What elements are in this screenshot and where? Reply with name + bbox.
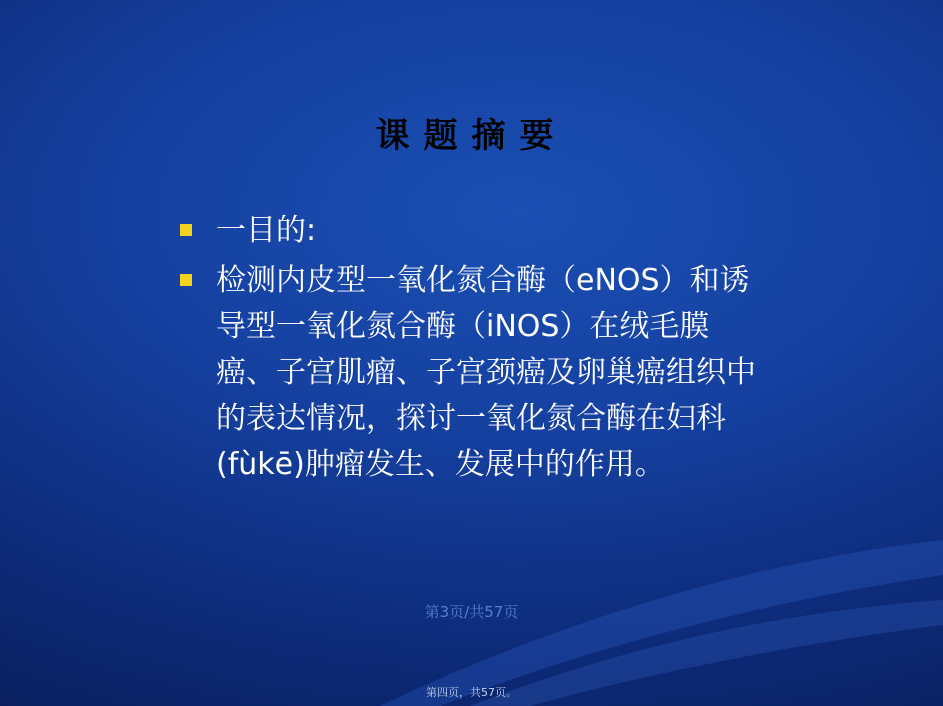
slide-title: 课题摘要 xyxy=(375,116,568,156)
bullet-item-description xyxy=(180,258,780,488)
bullet-text: 检测内皮型一氧化氮合酶（eNOS）和诱导型一氧化氮合酶（iNOS）在绒毛膜癌、子宫肌瘤、子宫颈癌及卵巢癌组织中的表达情况，探讨一氧化氮合酶在妇科(fùkē)肿瘤发生、发展中的作用。 xyxy=(216,263,756,482)
bullet-text: 一目的: xyxy=(216,213,317,248)
bullet-marker-icon xyxy=(180,224,192,236)
page-number: 第3页/共57页 xyxy=(424,603,519,621)
bullet-item-purpose xyxy=(180,208,780,254)
bullet-list xyxy=(180,208,780,492)
bullet-marker-icon xyxy=(180,274,192,286)
footer-text: 第四页，共57页。 xyxy=(426,686,517,699)
